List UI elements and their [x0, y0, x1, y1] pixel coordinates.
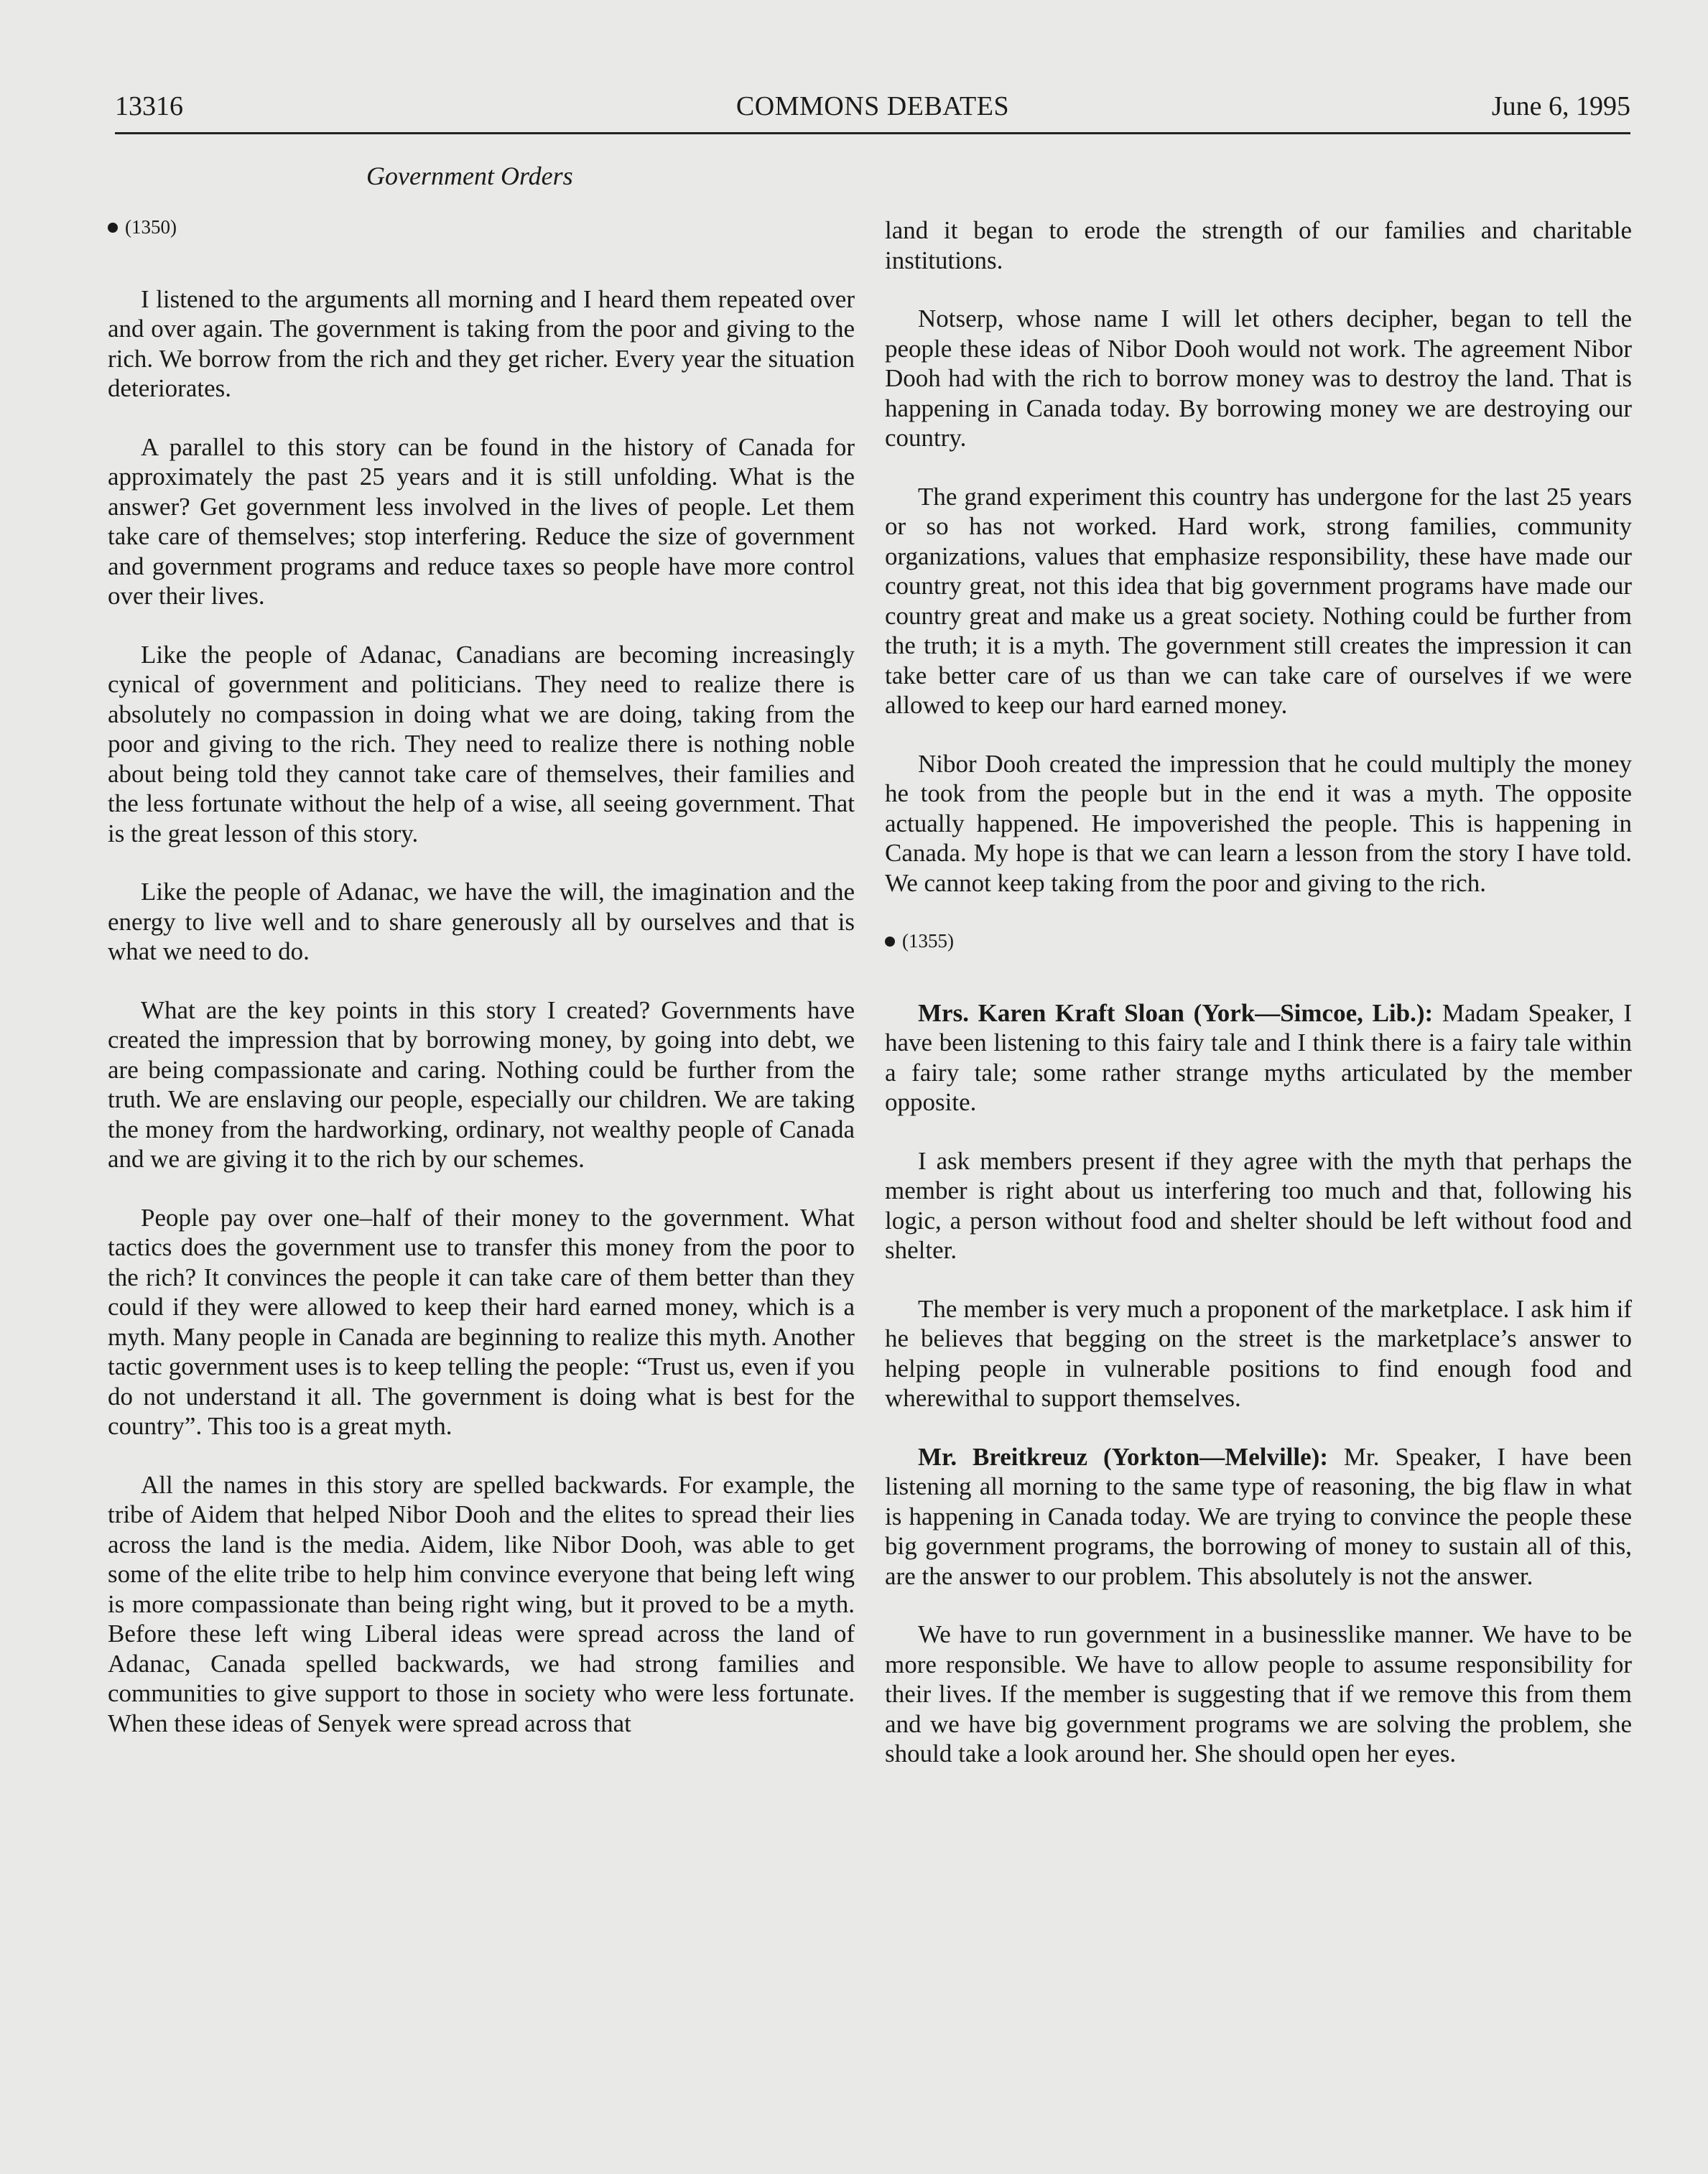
timestamp: (1355) — [902, 930, 954, 952]
speech-text: Madam Speaker, I have been listening to this fairy tale and I think there is a fairy tale within a fairy tale; some rather strange myths articulated by the member opposite. — [885, 998, 1632, 1116]
speaker-name: Mrs. Karen Kraft Sloan (York—Simcoe, Lib.): — [918, 998, 1434, 1027]
section-title: Government Orders — [366, 162, 573, 190]
paragraph: A parallel to this story can be found in the history of Canada for approximately the past 25 years and it is still unfolding. What is the answer? Get government less involved in the lives of people. Let them take care of themselves; stop interfering. Reduce the size of government and government programs and reduce taxes so people have more control over their lives. — [108, 432, 855, 610]
paragraph: We have to run government in a businesslike manner. We have to be more responsible. We have to allow people to assume responsibility for their lives. If the member is suggesting that if we remove this from them and we have big government programs we are solving the problem, she should take a look around her. She should open her eyes. — [885, 1620, 1632, 1767]
bullet-icon — [108, 223, 118, 233]
paragraph: People pay over one–half of their money to the government. What tactics does the government use to transfer this money from the poor to the rich? It convinces the people it can take care of them better than they could if they were allowed to keep their hard earned money, which is a myth. Many people in Canada are beginning to realize this myth. Another tactic government uses is to keep telling the people: “Trust us, even if you do not understand it all. The government is doing what is best for the country”. This too is a great myth. — [108, 1203, 855, 1440]
timestamp-marker — [885, 926, 1632, 957]
timestamp: (1350) — [125, 216, 177, 238]
paragraph: Like the people of Adanac, Canadians are becoming increasingly cynical of government and politicians. They need to realize there is absolutely no compassion in doing what we are doing, taking from the poor and giving to the rich. They need to realize there is nothing noble about being told they cannot take care of themselves, their families and the less fortunate without the help of a wise, all seeing government. That is the great lesson of this story. — [108, 640, 855, 847]
page-number: 13316 — [115, 91, 183, 121]
publication-title: COMMONS DEBATES — [735, 91, 1010, 121]
left-column — [108, 213, 855, 1767]
paragraph: The member is very much a proponent of the marketplace. I ask him if he believes that begging on the street is the marketplace’s answer to helping people in vulnerable positions to find enough food and wherewithal to support themselves. — [885, 1294, 1632, 1412]
paragraph-continuation: land it began to erode the strength of our families and charitable institutions. — [885, 216, 1632, 274]
paragraph: The grand experiment this country has undergone for the last 25 years or so has not worked. Hard work, strong families, community organizations, values that emphasize responsibility, these have made our country great, not this idea that big government programs have made our country great and make us a great society. Nothing could be further from the truth; it is a myth. The government still creates the impression it can take better care of us than we can take care of ourselves if we were allowed to keep our hard earned money. — [885, 482, 1632, 719]
paragraph: I ask members present if they agree with the myth that perhaps the member is right about us interfering too much and that, following his logic, a person without food and shelter should be left without food and shelter. — [885, 1146, 1632, 1264]
paragraph: Notserp, whose name I will let others decipher, began to tell the people these ideas of Nibor Dooh would not work. The agreement Nibor Dooh had with the rich to borrow money was to destroy the land. That is happening in Canada today. By borrowing money we are destroying our country. — [885, 305, 1632, 452]
speaker-name: Mr. Breitkreuz (Yorkton—Melville): — [918, 1442, 1328, 1471]
paragraph: All the names in this story are spelled backwards. For example, the tribe of Aidem that helped Nibor Dooh and the elites to spread their lies across the land is the media. Aidem, like Nibor Dooh, was able to get some of the elite tribe to help him convince everyone that being left wing is more compassionate than being right wing, but it proved to be a myth. Before these left wing Liberal ideas were spread across the land of Adanac, Canada spelled backwards, we had strong families and communities to give support to those in society who were less fortunate. When these ideas of Senyek were spread across that — [108, 1470, 855, 1737]
speech-paragraph — [885, 998, 1632, 1118]
bullet-icon — [885, 937, 895, 947]
timestamp-marker — [108, 213, 855, 243]
right-column — [885, 215, 1632, 1798]
paragraph: I listened to the arguments all morning and I heard them repeated over and over again. The government is taking from the poor and giving to the rich. We borrow from the rich and they get richer. Every year the situation deteriorates. — [108, 284, 855, 402]
speech-paragraph — [885, 1442, 1632, 1592]
page-header — [115, 86, 1630, 134]
paragraph: Nibor Dooh created the impression that he could multiply the money he took from the people but in the end it was a myth. The opposite actually happened. He impoverished the people. This is happening in Canada. My hope is that we can learn a lesson from the story I have told. We cannot keep taking from the poor and giving to the rich. — [885, 749, 1632, 897]
publication-date: June 6, 1995 — [1491, 91, 1630, 121]
speech-text: Mr. Speaker, I have been listening all morning to the same type of reasoning, the big flaw in what is happening in Canada today. We are trying to convince the people these big government programs, the borrowing of money to sustain all of this, are the answer to our problem. This absolutely is not the answer. — [885, 1442, 1632, 1590]
paragraph: What are the key points in this story I created? Governments have created the impression that by borrowing money, by going into debt, we are being compassionate and caring. Nothing could be further from the truth. We are enslaving our people, especially our children. We are taking the money from the hardworking, ordinary, not wealthy people of Canada and we are giving it to the rich by our schemes. — [108, 995, 855, 1173]
paragraph: Like the people of Adanac, we have the will, the imagination and the energy to live well and to share generously all by ourselves and that is what we need to do. — [108, 878, 855, 965]
